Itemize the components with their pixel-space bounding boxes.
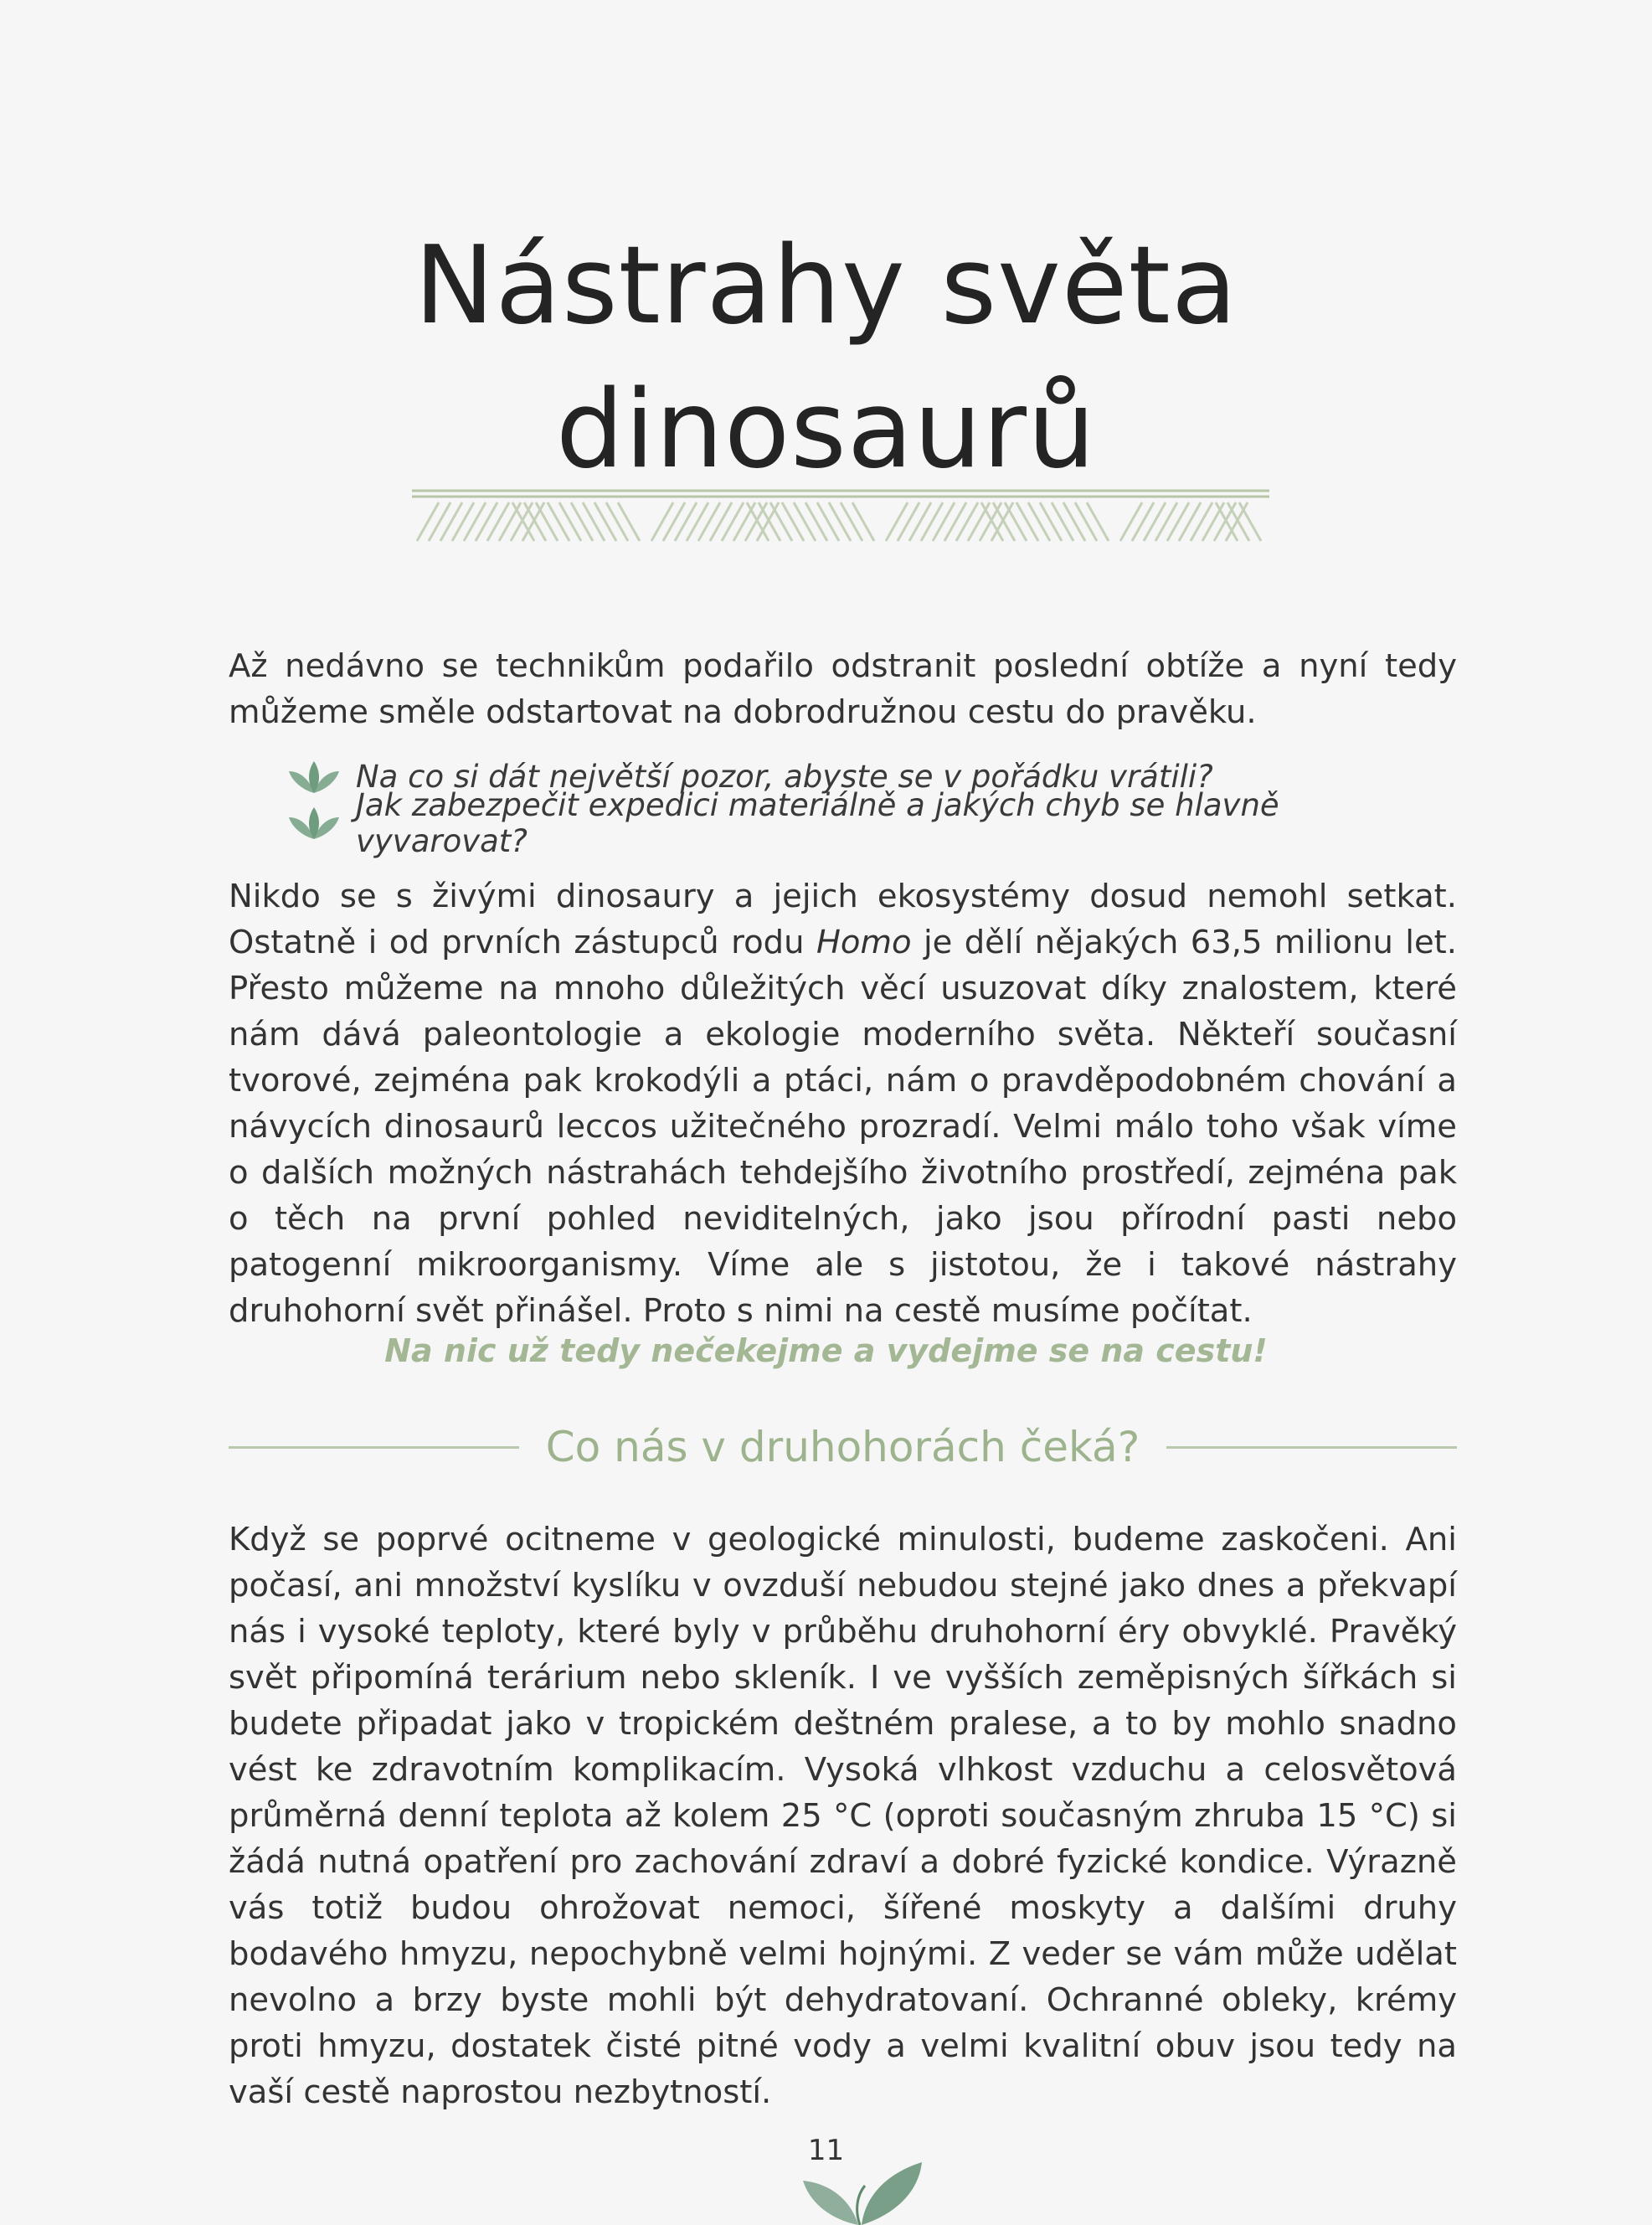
heading-rule-right xyxy=(1166,1446,1457,1449)
body-paragraph xyxy=(229,873,1457,1334)
decorative-ornament xyxy=(412,487,1269,548)
section-heading: Co nás v druhohorách čeká? xyxy=(545,1423,1140,1471)
question-text: Jak zabezpečit expedici materiálně a jakých chyb se hlavně vyvarovat? xyxy=(356,786,1279,859)
genus-name: Homo xyxy=(816,924,912,961)
title-line-2: dinosaurů xyxy=(555,367,1097,492)
page-number: 11 xyxy=(807,2134,845,2167)
body-text: je dělí nějakých 63,5 milionu let. Přesto můžeme na mnoho důležitých věcí usuzovat díky znalostem, které nám dává paleontologie a ekologie moderního světa. Někteří současní tvorové, zejména pak krokodýli a ptáci, nám o pravděpodobném chování a návycích dinosaurů leccos užitečného prozradí. Velmi málo toho však víme o dalších možných nástrahách tehdejšího životního prostředí, zejména pak o těch na první pohled neviditelných, jako jsou přírodní pasti nebo patogenní mikroorganismy. Víme ale s jistotou, že i takové nástrahy druhohorní svět přinášel. Proto s nimi na cestě musíme počítat. xyxy=(229,924,1458,1330)
page-title xyxy=(0,214,1652,502)
question-text: Na co si dát největší pozor, abyste se v pořádku vrátili? xyxy=(356,759,1213,795)
callout-text: Na nic už tedy nečekejme a vydejme se na cestu! xyxy=(384,1332,1268,1369)
plant-icon xyxy=(775,2144,942,2225)
leaf-icon xyxy=(287,806,341,841)
leaf-icon xyxy=(287,760,341,795)
section-heading-row xyxy=(229,1414,1457,1481)
title-line-1: Nástrahy světa xyxy=(414,223,1238,348)
intro-paragraph: Až nedávno se technikům podařilo odstranit poslední obtíže a nyní tedy můžeme směle odstartovat na dobrodružnou cestu do pravěku. xyxy=(229,647,1457,731)
section-paragraph: Když se poprvé ocitneme v geologické minulosti, budeme zaskočeni. Ani počasí, ani množství kyslíku v ovzduší nebudou stejné jako dnes a překvapí nás i vysoké teploty, které byly v průběhu druhohorní éry obvyklé. Pravěký svět připomíná terárium nebo skleník. I ve vyšších zeměpisných šířkách si budete připadat jako v tropickém deštném pralese, a to by mohlo snadno vést ke zdravotním komplikacím. Vysoká vlhkost vzduchu a celosvětová průměrná denní teplota až kolem 25 °C (oproti současným zhruba 15 °C) si žádá nutná opatření pro zachování zdraví a dobré fyzické kondice. Výrazně vás totiž budou ohrožovat nemoci, šířené moskyty a dalšími druhy bodavého hmyzu, nepochybně velmi hojnými. Z veder se vám může udělat nevolno a brzy byste mohli být dehydratovaní. Ochranné obleky, krémy proti hmyzu, dostatek čisté pitné vody a velmi kvalitní obuv jsou tedy na vaší cestě naprostou nezbytností. xyxy=(229,1521,1457,2111)
heading-rule-left xyxy=(229,1446,519,1449)
question-list xyxy=(287,754,1459,859)
body-text: Nikdo se s živými dinosaury a jejich ekosystémy dosud nemohl setkat. Ostatně i od prvních zástupců rodu xyxy=(229,878,1457,961)
list-item xyxy=(287,786,1459,859)
